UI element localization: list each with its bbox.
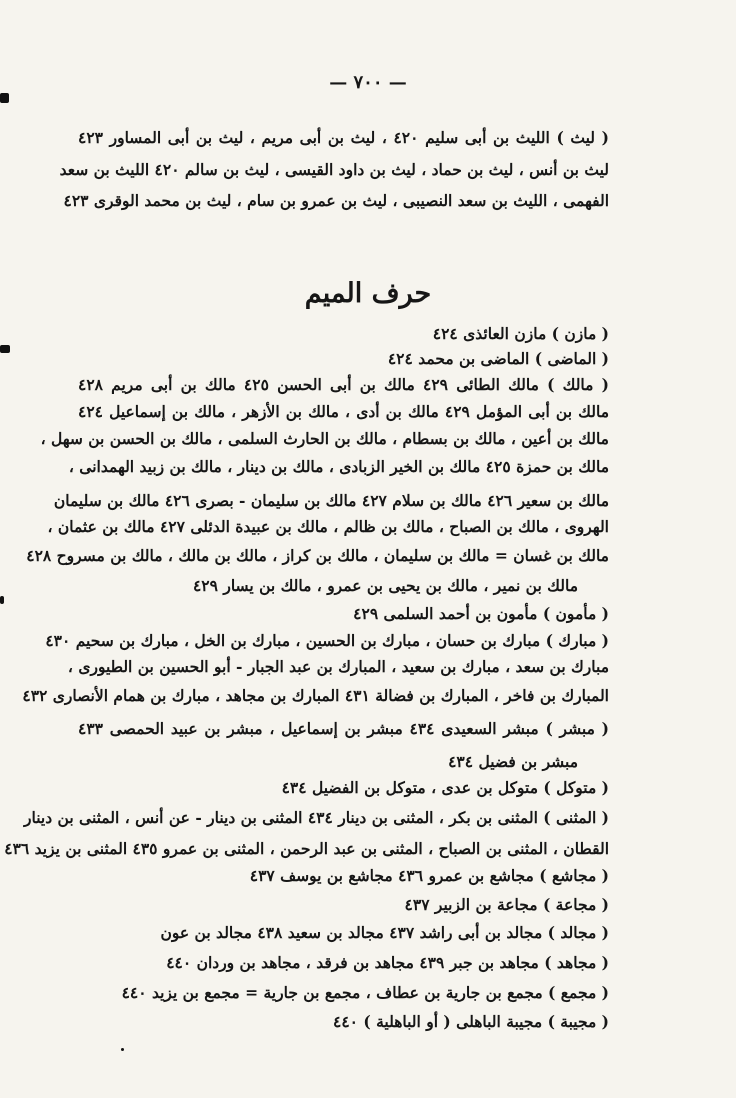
index-line: مالك بن أعين ، مالك بن بسطام ، مالك بن الحارث السلمى ، مالك بن الحسن بن سهل ، (40, 429, 609, 448)
index-line: ( الماضى ) الماضى بن محمد ٤٢٤ (387, 349, 609, 368)
index-line: ( مجمع ) مجمع بن جارية بن عطاف ، مجمع بن جارية = مجمع بن يزيد ٤٤٠ (121, 983, 609, 1002)
index-line: مالك بن نمير ، مالك بن يحيى بن عمرو ، مالك بن يسار ٤٢٩ (192, 576, 578, 595)
index-line: ليث بن أنس ، ليث بن حماد ، ليث بن داود القيسى ، ليث بن سالم ٤٢٠ الليث بن سعد (59, 160, 609, 179)
index-line: مالك بن سعير ٤٢٦ مالك بن سلام ٤٢٧ مالك بن سليمان - بصرى ٤٢٦ مالك بن سليمان (53, 491, 609, 510)
scan-dot (121, 1048, 124, 1051)
index-line: الهروى ، مالك بن الصباح ، مالك بن ظالم ، مالك بن عبيدة الدئلى ٤٢٧ مالك بن عثمان ، (47, 517, 609, 536)
index-line: ( مازن ) مازن العائذى ٤٢٤ (432, 324, 609, 343)
index-line: ( مجاشع ) مجاشع بن عمرو ٤٣٦ مجاشع بن يوسف ٤٣٧ (249, 866, 609, 885)
index-line: مالك بن حمزة ٤٢٥ مالك بن الخير الزبادى ، مالك بن دينار ، مالك بن زبيد الهمدانى ، (68, 457, 609, 476)
index-line: ( مبارك ) مبارك بن حسان ، مبارك بن الحسين ، مبارك بن الخل ، مبارك بن سحيم ٤٣٠ (45, 631, 609, 650)
index-line: ( مجاهد ) مجاهد بن جبر ٤٣٩ مجاهد بن فرقد ، مجاهد بن وردان ٤٤٠ (166, 953, 609, 972)
index-line: ( مبشر ) مبشر السعيدى ٤٣٤ مبشر بن إسماعيل ، مبشر بن عبيد الحمصى ٤٣٣ (78, 719, 609, 738)
scan-mark (0, 93, 9, 103)
index-line: الفهمى ، الليث بن سعد النصيبى ، ليث بن عمرو بن سام ، ليث بن محمد الوقرى ٤٢٣ (63, 191, 609, 210)
index-line: مبارك بن سعد ، مبارك بن سعيد ، المبارك بن عبد الجبار - أبو الحسين بن الطيورى ، (67, 657, 609, 676)
index-line: ( مأمون ) مأمون بن أحمد السلمى ٤٢٩ (353, 604, 609, 623)
index-line: ( مجاعة ) مجاعة بن الزبير ٤٣٧ (404, 895, 609, 914)
section-heading: حرف الميم (304, 278, 432, 309)
index-line: ( مجالد ) مجالد بن أبى راشد ٤٣٧ مجالد بن سعيد ٤٣٨ مجالد بن عون (160, 923, 609, 942)
index-line: مالك بن غسان = مالك بن سليمان ، مالك بن كراز ، مالك بن مالك ، مالك بن مسروح ٤٢٨ (26, 546, 609, 565)
page-number: — ٧٠٠ — (329, 72, 407, 93)
scan-mark (0, 596, 4, 604)
index-line: ( متوكل ) متوكل بن عدى ، متوكل بن الفضيل ٤٣٤ (281, 778, 609, 797)
index-line: ( مالك ) مالك الطائى ٤٢٩ مالك بن أبى الحسن ٤٢٥ مالك بن أبى مريم ٤٢٨ (78, 375, 609, 394)
index-line: ( المثنى ) المثنى بن بكر ، المثنى بن دينار ٤٣٤ المثنى بن دينار - عن أنس ، المثنى بن دينار (24, 808, 609, 827)
index-line: ( مجيبة ) مجيبة الباهلى ( أو الباهلية ) ٤٤٠ (333, 1012, 609, 1031)
index-line: مبشر بن فضيل ٤٣٤ (448, 752, 578, 771)
scan-mark (0, 345, 10, 353)
index-line: ( ليث ) الليث بن أبى سليم ٤٢٠ ، ليث بن أبى مريم ، ليث بن أبى المساور ٤٢٣ (78, 128, 609, 147)
index-line: المبارك بن فاخر ، المبارك بن فضالة ٤٣١ المبارك بن مجاهد ، مبارك بن همام الأنصارى ٤٣٢ (22, 686, 609, 705)
index-line: مالك بن أبى المؤمل ٤٢٩ مالك بن أدى ، مالك بن الأزهر ، مالك بن إسماعيل ٤٢٤ (78, 402, 609, 421)
index-line: القطان ، المثنى بن الصباح ، المثنى بن عبد الرحمن ، المثنى بن عمرو ٤٣٥ المثنى بن يزيد ٤٣٦ (4, 839, 609, 858)
